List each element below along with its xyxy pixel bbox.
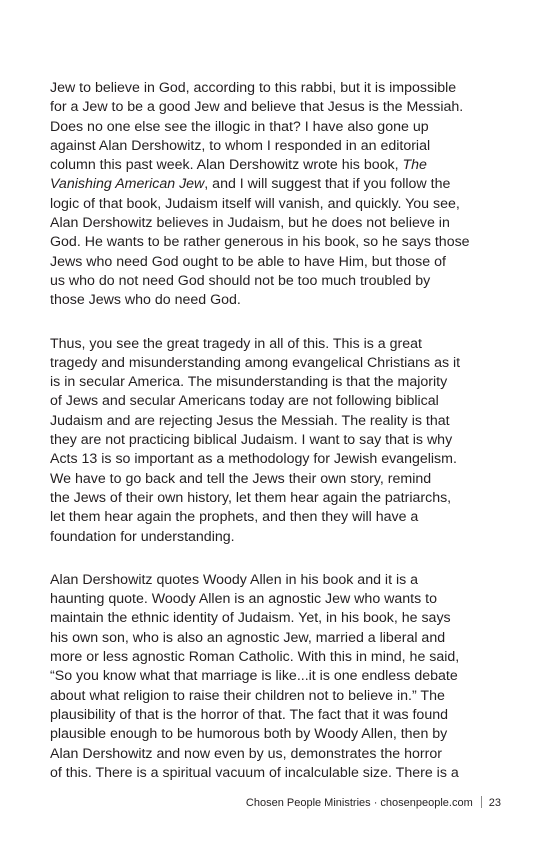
text-line: us who do not need God should not be too much troubled by	[50, 272, 431, 289]
book-title-part: The	[402, 157, 427, 174]
text-line: Alan Dershowitz believes in Judaism, but he does not believe in	[50, 215, 450, 232]
text-line: those Jews who do need God.	[50, 292, 241, 309]
footer-publisher: Chosen People Ministries · chosenpeople.com	[245, 797, 473, 809]
text-line	[50, 175, 502, 194]
paragraph-1	[50, 79, 502, 311]
text-line: maintain the ethnic identity of Judaism. Yet, in his book, he says	[50, 610, 451, 627]
text-line: Thus, you see the great tragedy in all of this. This is a great	[50, 335, 422, 352]
text-line: God. He wants to be rather generous in his book, so he says those	[50, 234, 470, 251]
text-line: Jew to believe in God, according to this rabbi, but it is impossible	[50, 80, 457, 96]
footer-divider	[481, 796, 482, 808]
text-line: logic of that book, Judaism itself will vanish, and quickly. You see,	[50, 195, 460, 212]
text-line: Judaism and are rejecting Jesus the Messiah. The reality is that	[50, 412, 450, 429]
text-line: is in secular America. The misunderstanding is that the majority	[50, 374, 448, 391]
page-number: 23	[488, 797, 501, 809]
text-line: foundation for understanding.	[50, 528, 235, 545]
text-line: plausible enough to be humorous both by Woody Allen, then by	[50, 726, 448, 743]
text-line: against Alan Dershowitz, to whom I responded in an editorial	[50, 137, 431, 154]
text-line	[50, 156, 502, 175]
text-line: they are not practicing biblical Judaism. I want to say that is why	[50, 432, 453, 449]
text-line: his own son, who is also an agnostic Jew, married a liberal and	[50, 629, 446, 646]
text-line: “So you know what that marriage is like...it is one endless debate	[50, 668, 458, 685]
text-line: Jews who need God ought to be able to have Him, but those of	[50, 253, 446, 270]
text-line: Alan Dershowitz quotes Woody Allen in his book and it is a	[50, 571, 419, 588]
page-body	[50, 79, 502, 807]
text-line: Acts 13 is so important as a methodology for Jewish evangelism.	[50, 451, 457, 468]
text-line: let them hear again the prophets, and then they will have a	[50, 509, 419, 526]
text-line: haunting quote. Woody Allen is an agnostic Jew who wants to	[50, 591, 437, 608]
book-title: Vanishing American Jew	[50, 176, 205, 193]
text-line: for a Jew to be a good Jew and believe that Jesus is the Messiah.	[50, 99, 464, 116]
paragraph-2	[50, 335, 502, 547]
text-line: Does no one else see the illogic in that? I have also gone up	[50, 118, 429, 135]
text-line: of Jews and secular Americans today are not following biblical	[50, 393, 439, 410]
text-fragment: column this past week. Alan Dershowitz wrote his book,	[50, 157, 403, 174]
text-line: Alan Dershowitz and now even by us, demonstrates the horror	[50, 745, 442, 762]
text-line: tragedy and misunderstanding among evangelical Christians as it	[50, 354, 461, 371]
page-footer	[246, 796, 501, 810]
text-line: about what religion to raise their children not to believe in.” The	[50, 687, 445, 704]
paragraph-3	[50, 571, 502, 783]
text-line: of this. There is a spiritual vacuum of incalculable size. There is a	[50, 764, 459, 781]
text-line: more or less agnostic Roman Catholic. With this in mind, he said,	[50, 649, 460, 666]
text-line: We have to go back and tell the Jews their own story, remind	[50, 470, 432, 487]
text-fragment: , and I will suggest that if you follow the	[204, 176, 451, 193]
text-line: plausibility of that is the horror of that. The fact that it was found	[50, 706, 448, 723]
text-line: the Jews of their own history, let them hear again the patriarchs,	[50, 489, 452, 506]
